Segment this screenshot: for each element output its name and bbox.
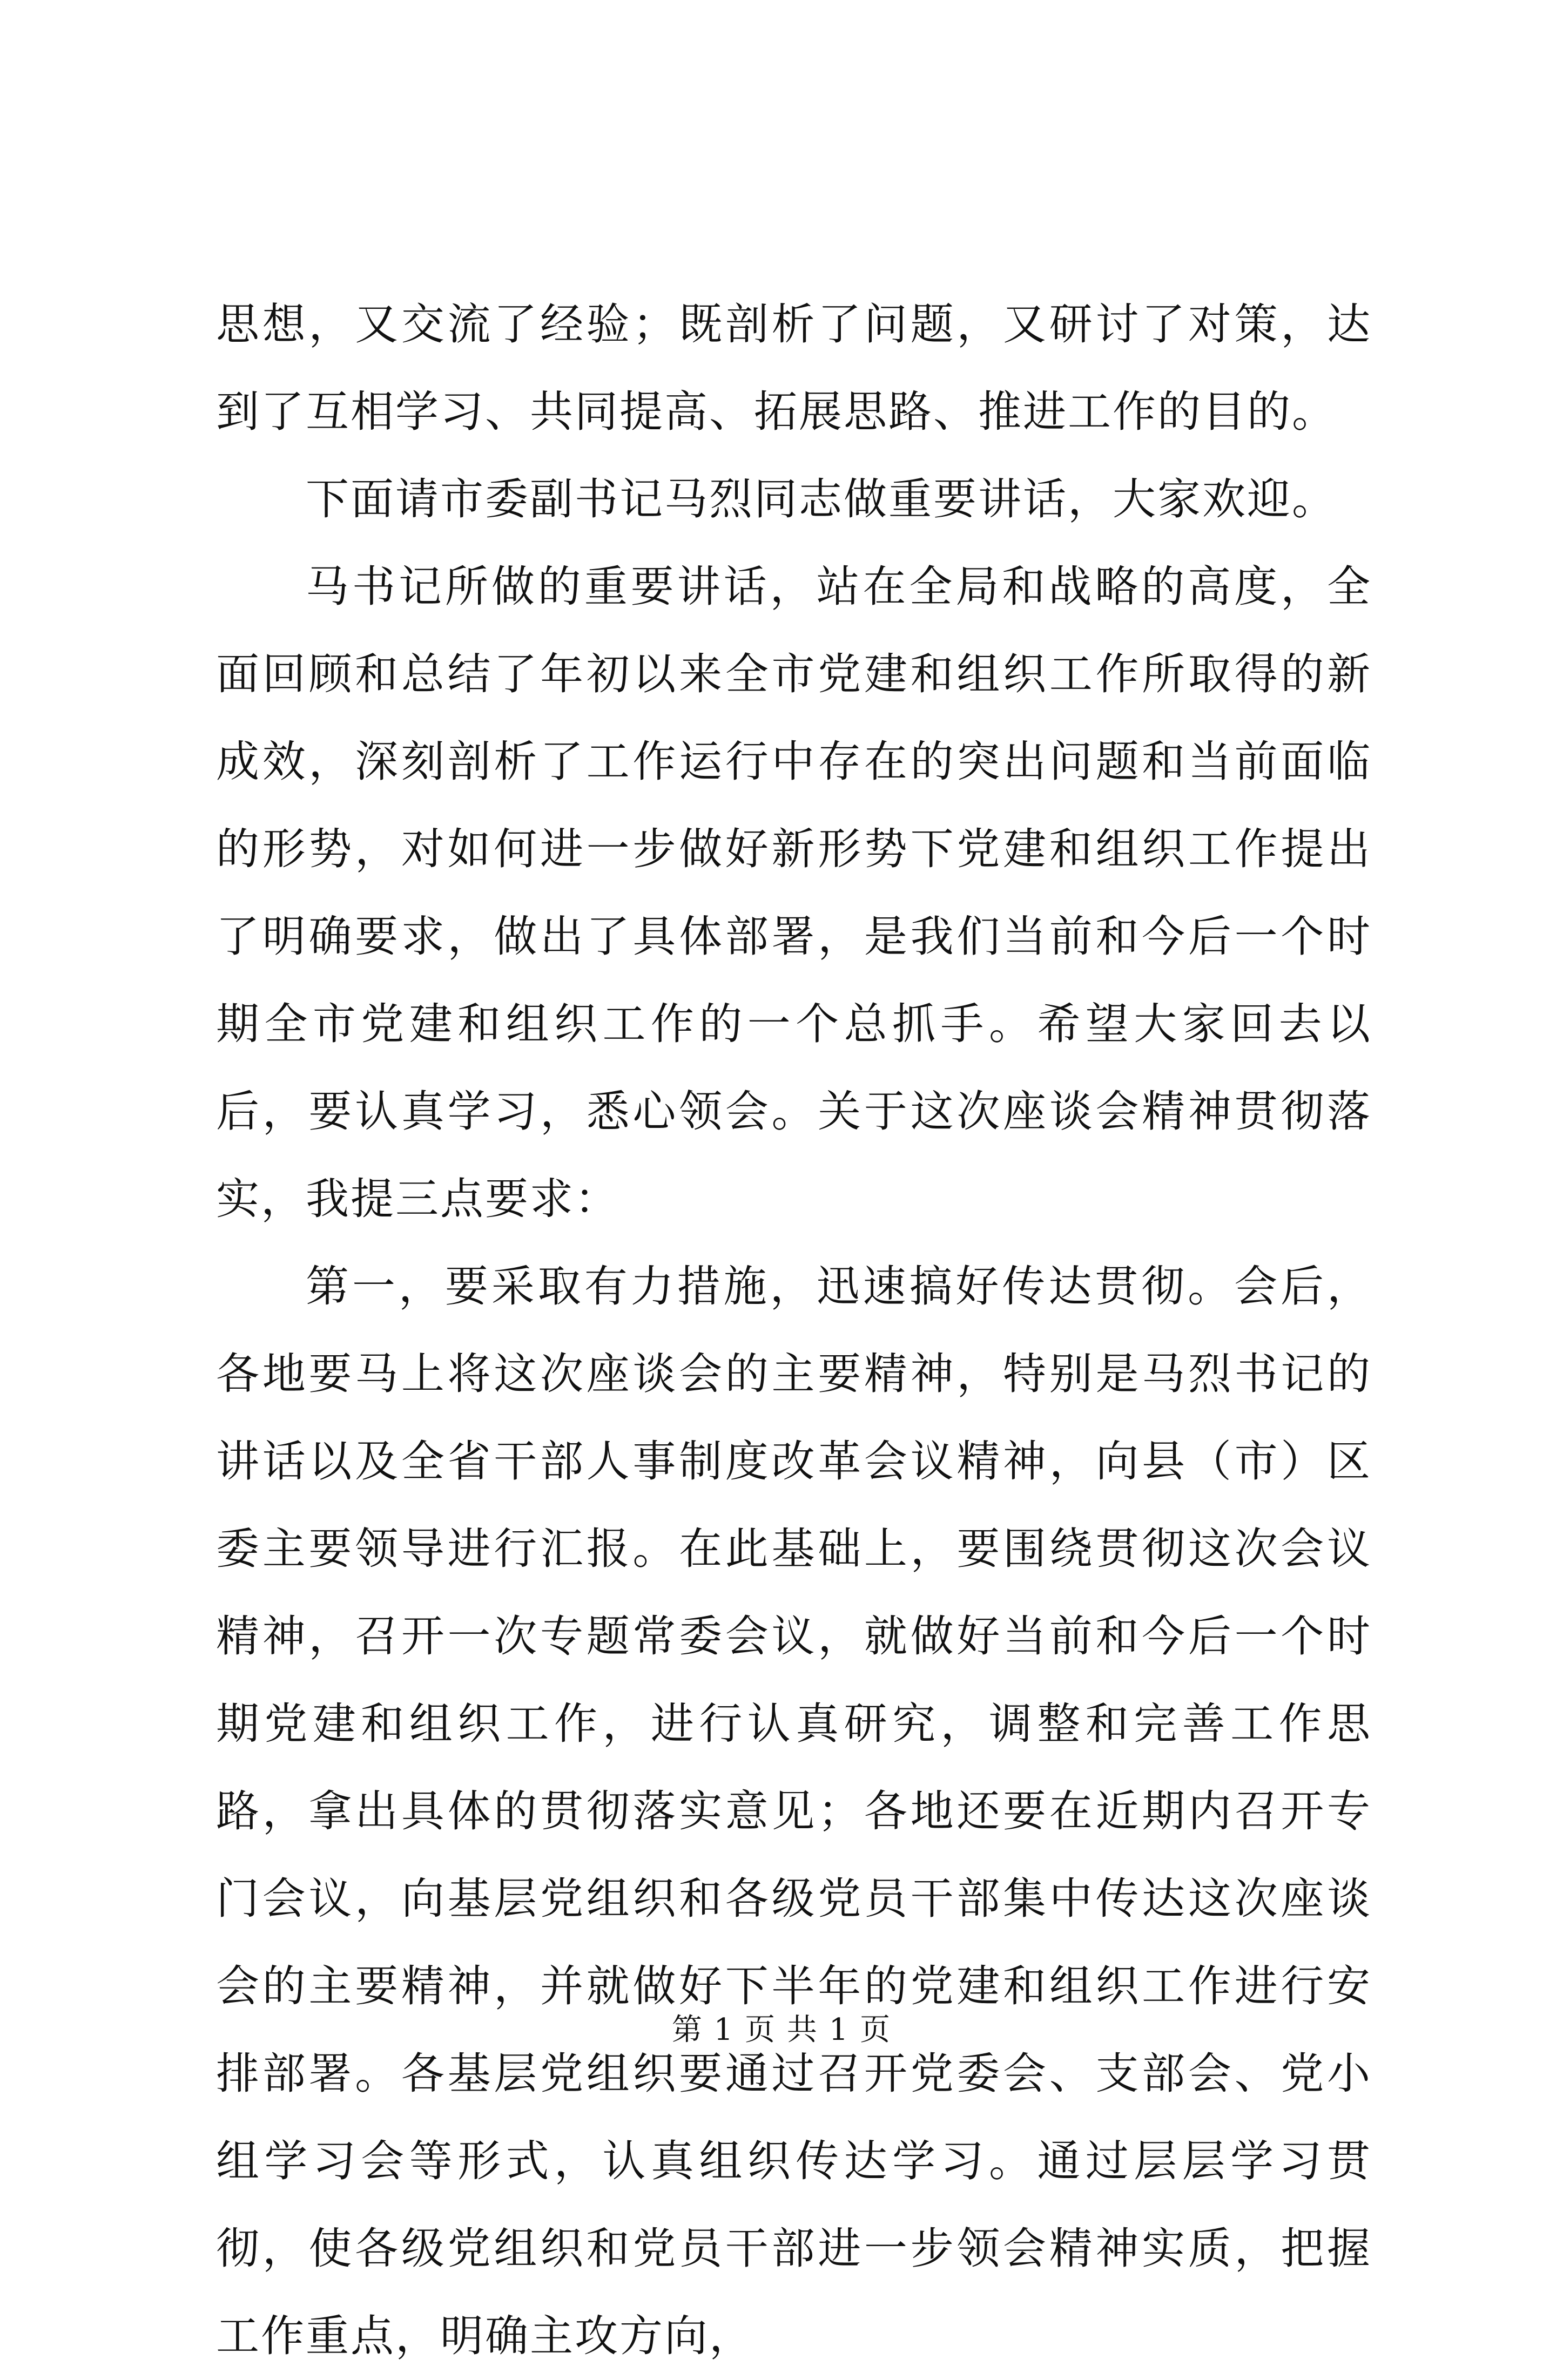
document-body [216, 281, 1372, 2380]
paragraph-requirement-one: 第一，要采取有力措施，迅速搞好传达贯彻。会后，各地要马上将这次座谈会的主要精神，特别是马烈书记的讲话以及全省干部人事制度改革会议精神，向县（市）区委主要领导进行汇报。在此基础上，要围绕贯彻这次会议精神，召开一次专题常委会议，就做好当前和今后一个时期党建和组织工作，进行认真研究，调整和完善工作思路，拿出具体的贯彻落实意见；各地还要在近期内召开专门会议，向基层党组织和各级党员干部集中传达这次座谈会的主要精神，并就做好下半年的党建和组织工作进行安排部署。各基层党组织要通过召开党委会、支部会、党小组学习会等形式，认真组织传达学习。通过层层学习贯彻，使各级党组织和党员干部进一步领会精神实质，把握工作重点，明确主攻方向， [216, 1261, 1372, 2361]
paragraph-invitation: 下面请市委副书记马烈同志做重要讲话，大家欢迎。 [306, 474, 1337, 524]
page-footer: 第 1 页 共 1 页 [671, 2012, 892, 2047]
paragraph-continuation: 思想，又交流了经验；既剖析了问题，又研讨了对策，达到了互相学习、共同提高、拓展思路、推进工作的目的。 [216, 299, 1372, 437]
paragraph-speech-summary: 马书记所做的重要讲话，站在全局和战略的高度，全面回顾和总结了年初以来全市党建和组织工作所取得的新成效，深刻剖析了工作运行中存在的突出问题和当前面临的形势，对如何进一步做好新形势下党建和组织工作提出了明确要求，做出了具体部署，是我们当前和今后一个时期全市党建和组织工作的一个总抓手。希望大家回去以后，要认真学习，悉心领会。关于这次座谈会精神贯彻落实，我提三点要求： [216, 562, 1372, 1224]
